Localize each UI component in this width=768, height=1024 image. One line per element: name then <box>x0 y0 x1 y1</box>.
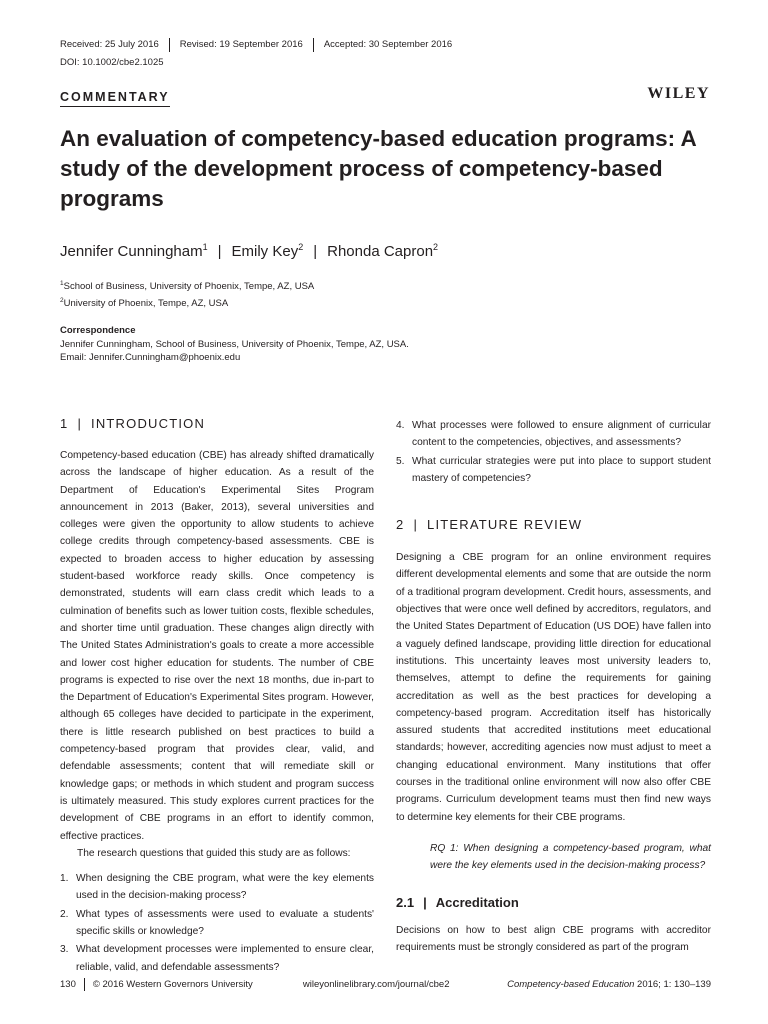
page-number: 130 <box>60 978 85 991</box>
page-footer <box>60 978 711 991</box>
list-item: 3. What development processes were implemented to ensure clear, reliable, valid, and defendable assessments? <box>60 944 374 973</box>
accepted-date: Accepted: 30 September 2016 <box>313 38 462 52</box>
accreditation-paragraph: Decisions on how to best align CBE programs with accreditor requirements must be strongly considered as part of the program <box>396 924 711 953</box>
section-heading-introduction: 1 | INTRODUCTION <box>60 416 206 431</box>
received-date: Received: 25 July 2016 <box>60 39 159 50</box>
correspondence-details: Jennifer Cunningham, School of Business, University of Phoenix, Tempe, AZ, USA. Email: Jennifer.Cunningham@phoenix.edu <box>60 339 409 363</box>
subsection-heading-accreditation: 2.1 | Accreditation <box>396 894 519 910</box>
author-list <box>60 243 438 260</box>
affiliation: $^2$University of Phoenix, Tempe, AZ, USA <box>60 296 229 309</box>
journal-url[interactable]: wileyonlinelibrary.com/journal/cbe2 <box>302 979 450 990</box>
author: Jennifer Cunningham$^1$ <box>60 242 208 260</box>
doi: DOI: 10.1002/cbe2.1025 <box>60 57 164 68</box>
article-dates <box>60 38 462 52</box>
author: Rhonda Capron$^2$ <box>327 242 439 260</box>
left-column <box>60 416 374 977</box>
revised-date: Revised: 19 September 2016 <box>169 38 313 52</box>
affiliation: $^1$School of Business, University of Phoenix, Tempe, AZ, USA <box>60 279 315 292</box>
author: Emily Key$^2$ <box>231 242 304 260</box>
article-type: COMMENTARY <box>60 90 170 107</box>
list-item: 2. What types of assessments were used to evaluate a students' specific skills or knowledge? <box>60 908 374 938</box>
copyright: © 2016 Western Governors University <box>92 979 253 990</box>
list-item: 1. When designing the CBE program, what were the key elements used in the decision-making process? <box>60 873 374 902</box>
right-column <box>396 417 711 956</box>
journal-citation: Competency-based Education 2016; 1: 130–139 <box>507 979 711 990</box>
research-question-callout: RQ 1: When designing a competency-based program, what were the key elements used in the decision-making process? <box>430 842 711 872</box>
article-title: An evaluation of competency-based education programs: A study of the development process of competency-based programs <box>60 126 696 211</box>
research-question-list <box>60 870 374 976</box>
author-separator: | <box>217 243 222 260</box>
author-separator: | <box>313 243 318 260</box>
publisher-logo: WILEY <box>647 85 710 102</box>
research-question-list-continued <box>396 417 711 487</box>
list-item: 5. What curricular strategies were put into place to support student mastery of competencies? <box>396 455 711 484</box>
section-heading-literature-review: 2 | LITERATURE REVIEW <box>396 517 583 533</box>
correspondence-email[interactable]: Email: Jennifer.Cunningham@phoenix.edu <box>60 352 241 363</box>
list-item: 4. What processes were followed to ensure alignment of curricular content to the competencies, objectives, and assessments? <box>396 420 711 449</box>
introduction-paragraph: Competency-based education (CBE) has already shifted dramatically across the landscape of higher education. As a result of the Department of Education's Experimental Sites Program announcement in 2013 (Baker, 2013), several universities and colleges were given the opportunity to allow students to achieve college credits through competency-based assessments. CBE is expected to broaden access to higher education by assessing student-based workforce ready skills. Once competency is demonstrated, students will earn class credit which leads to a culmination of benefits such as lower tuition costs, flexible schedules, and shorter time until graduation. These changes align directly with The United States Administration's goals to create a more accessible and lower cost higher education for students. The number of CBE programs is expected to rise over the next 18 months, due in-part to the Department of Education's Experimental Sites program. However, although 65 colleges have decided to participate in the experiment, there is little research published on best practices to build a competency-based program that provides clear, valid, and defendable assessments; content that will remediate skill or knowledge gaps; or methods in which student and program success is ultimately measured. This study explores current practices for the development of CBE programs in an effort to identify common, effective practices. <box>60 450 374 842</box>
research-questions-lead: The research questions that guided this study are as follows: <box>77 847 351 859</box>
literature-review-paragraph: Designing a CBE program for an online environment requires different developmental elements and some that are outside the norm of a traditional program development. Credit hours, assessments, and objectives that were once well defined by accreditors, regulators, and the United States Department of Education (US DOE) have fallen into a vaguely defined landscape, providing little direction for educational institutions. This uncertainty leaves most university leaders to, themselves, attempt to define the requirements for gaining accreditation as well as the best practices for developing a competency-based program. Accreditation itself has historically assured students that accredited institutions meet educational standards; however, accrediting agencies now must adjust to meet a changing educational environment. Many institutions that offer courses in the traditional online environment will now also offer CBE programs. Curriculum development teams must then find new ways to determine key elements for their CBE programs. <box>396 552 711 823</box>
correspondence-heading: Correspondence <box>60 325 136 336</box>
